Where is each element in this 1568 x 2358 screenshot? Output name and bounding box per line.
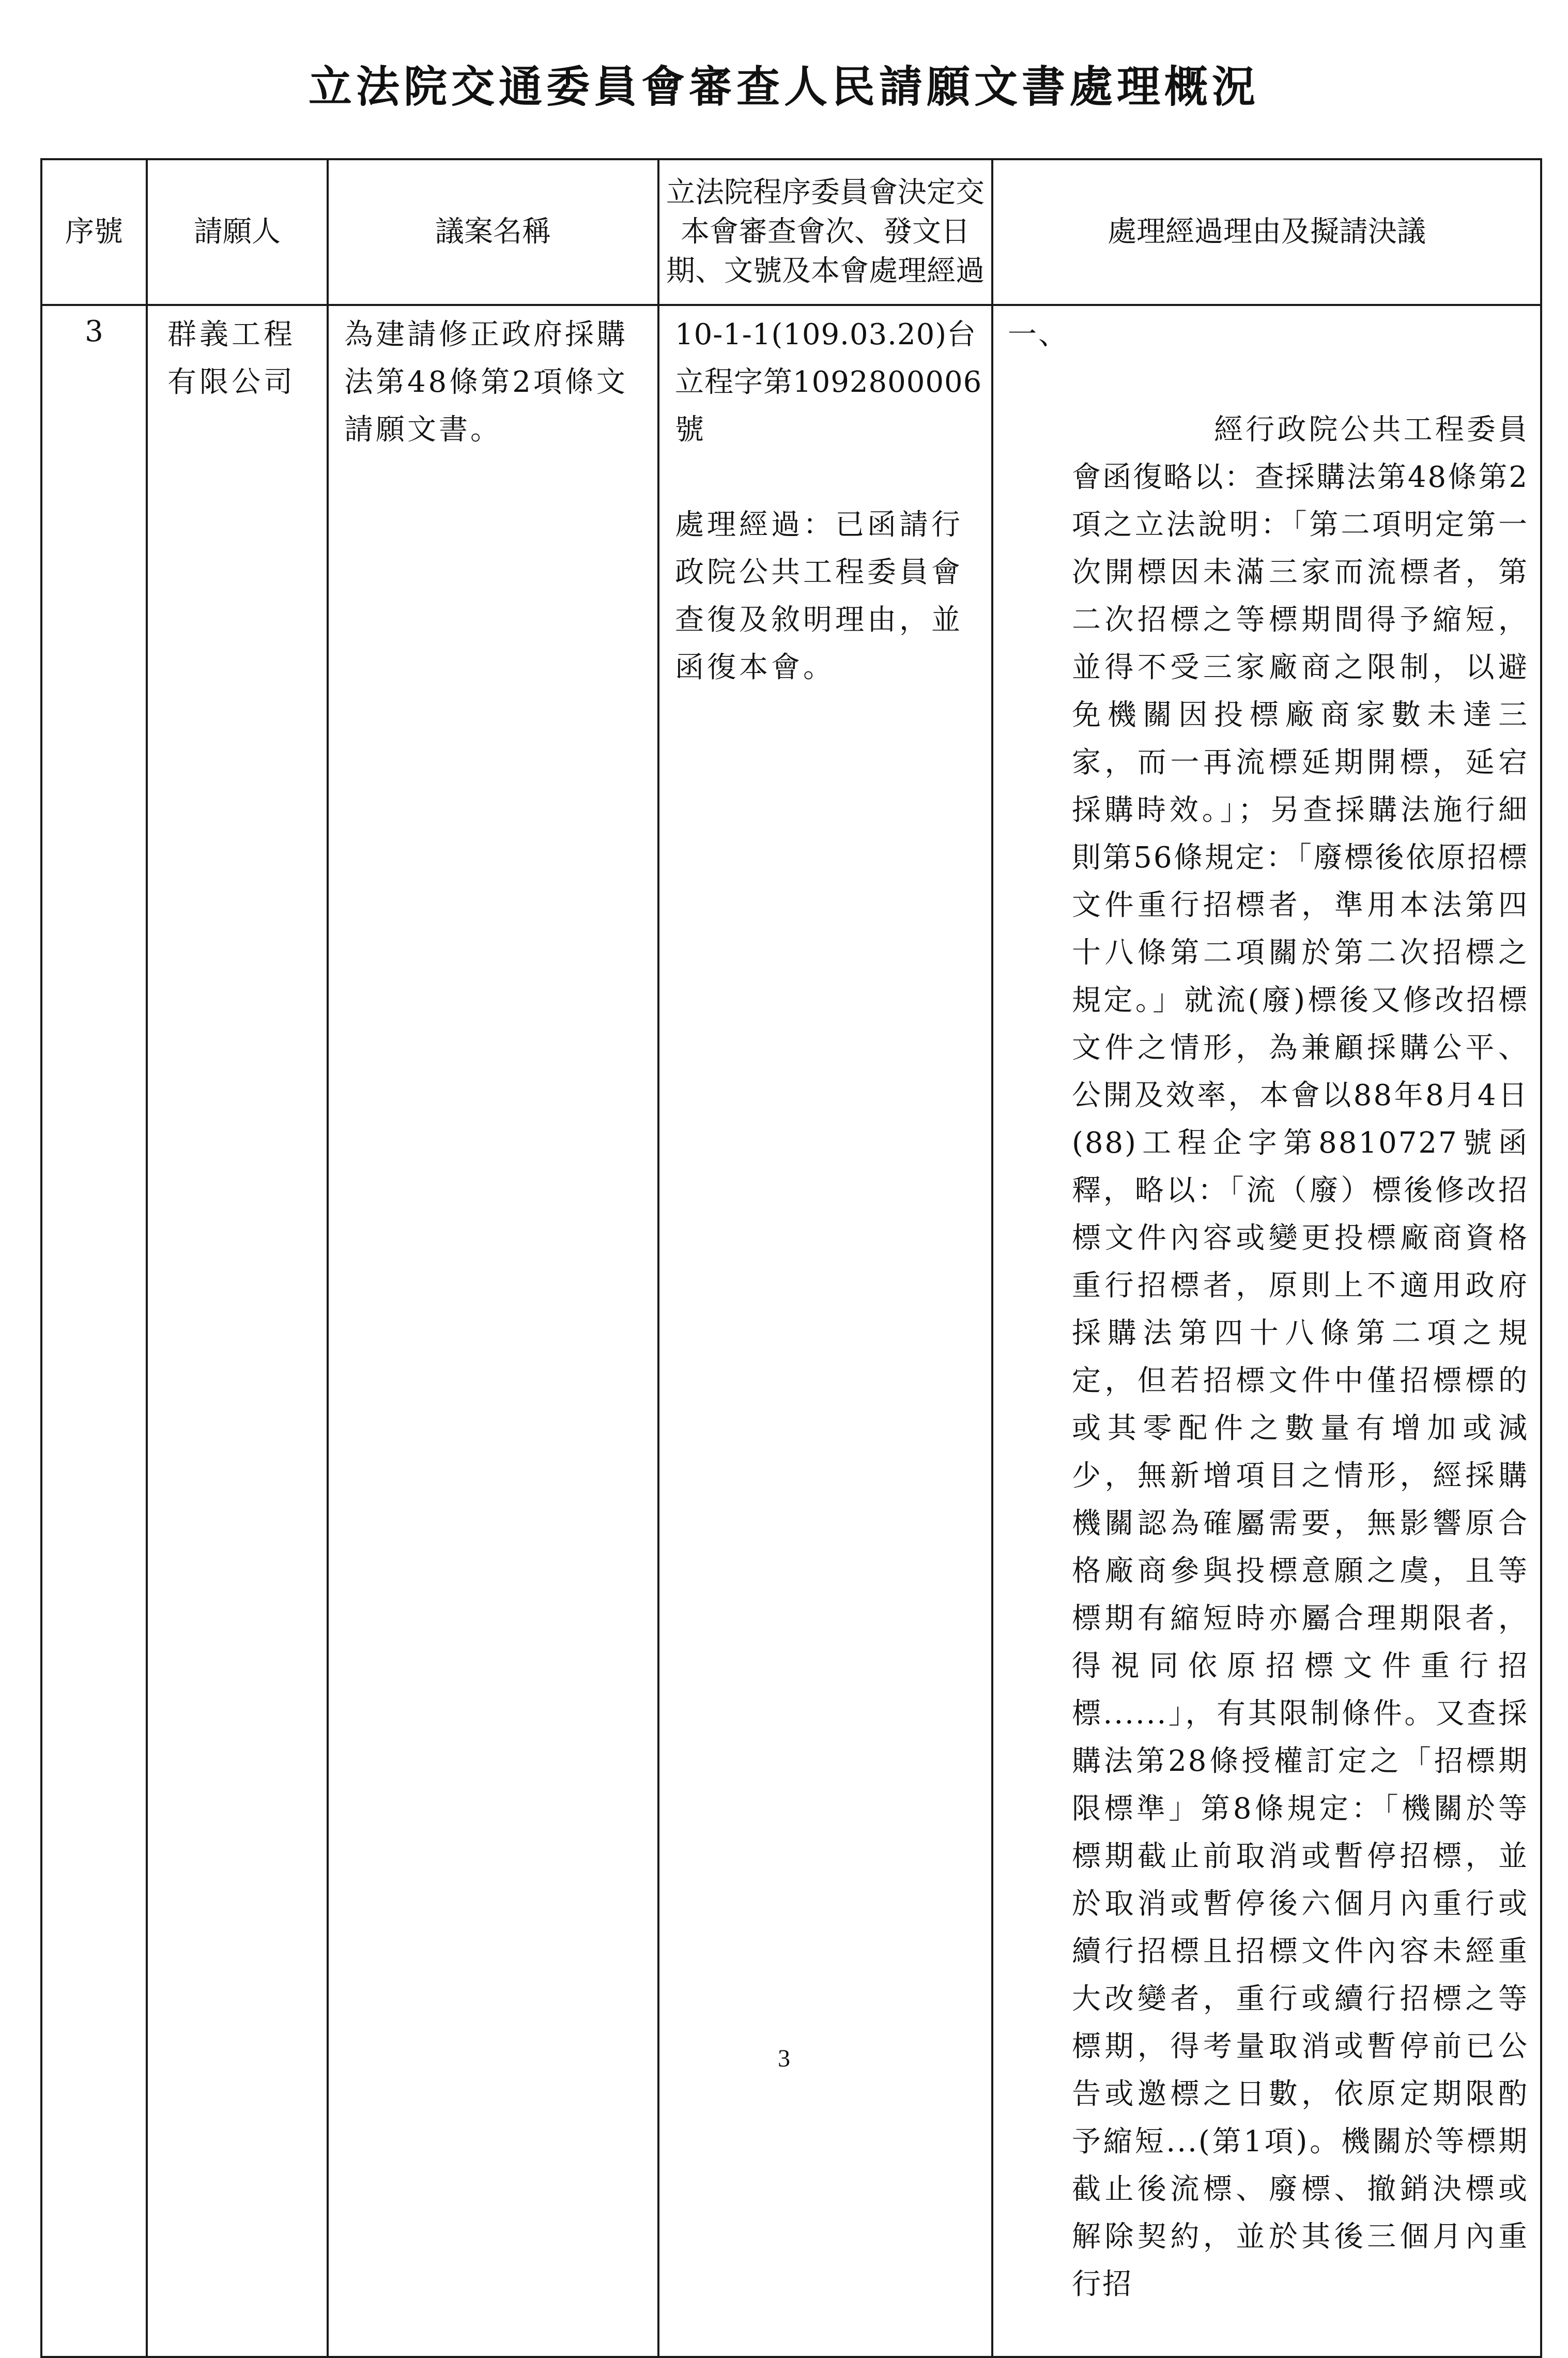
header-seq: 序號	[41, 159, 147, 305]
header-petitioner: 請願人	[147, 159, 328, 305]
row-process-ref: 10-1-1(109.03.20)台立程字第1092800006號	[675, 318, 982, 447]
row-process-note: 處理經過：已函請行政院公共工程委員會查復及敘明理由，並函復本會。	[675, 508, 963, 684]
row-bill-name: 為建請修正政府採購法第48條第2項條文請願文書。	[344, 318, 628, 447]
row-seq: 3	[85, 315, 103, 348]
page-number: 3	[778, 2045, 790, 2072]
header-bill-name: 議案名稱	[328, 159, 658, 305]
page-title: 立法院交通委員會審查人民請願文書處理概況	[308, 61, 1259, 112]
reason-marker: 一、	[1008, 318, 1069, 351]
row-petitioner: 群義工程有限公司	[167, 318, 296, 399]
petition-table	[40, 158, 1542, 2358]
table-header-row	[41, 159, 1541, 305]
header-process: 立法院程序委員會決定交本會審查會次、發文日期、文號及本會處理經過	[658, 159, 992, 305]
header-reason: 處理經過理由及擬請決議	[992, 159, 1541, 305]
reason-text: 經行政院公共工程委員會函復略以：查採購法第48條第2項之立法說明：「第二項明定第一次開標因未滿三家而流標者，第二次招標之等標期間得予縮短，並得不受三家廠商之限制，以避免機關因投標廠商家數未達三家，而一再流標延期開標，延宕採購時效。」；另查採購法施行細則第56條規定：「廢標後依原招標文件重行招標者，準用本法第四十八條第二項關於第二次招標之規定。」就流(廢)標後又修改招標文件之情形，為兼顧採購公平、公開及效率，本會以88年8月4日(88)工程企字第8810727號函釋，略以：「流（廢）標後修改招標文件內容或變更投標廠商資格重行招標者，原則上不適用政府採購法第四十八條第二項之規定，但若招標文件中僅招標標的或其零配件之數量有增加或減少，無新增項目之情形，經採購機關認為確屬需要，無影響原合格廠商參與投標意願之虞，且等標期有縮短時亦屬合理期限者，得視同依原招標文件重行招標......」，有其限制條件。又查採購法第28條授權訂定之「招標期限標準」第8條規定：「機關於等標期截止前取消或暫停招標，並於取消或暫停後六個月內重行或續行招標且招標文件內容未經重大改變者，重行或續行招標之等標期，得考量取消或暫停前已公告或邀標之日數，依原定期限酌予縮短...(第1項)。機關於等標期截止後流標、廢標、撤銷決標或解除契約，並於其後三個月內重行招	[1072, 413, 1529, 2301]
